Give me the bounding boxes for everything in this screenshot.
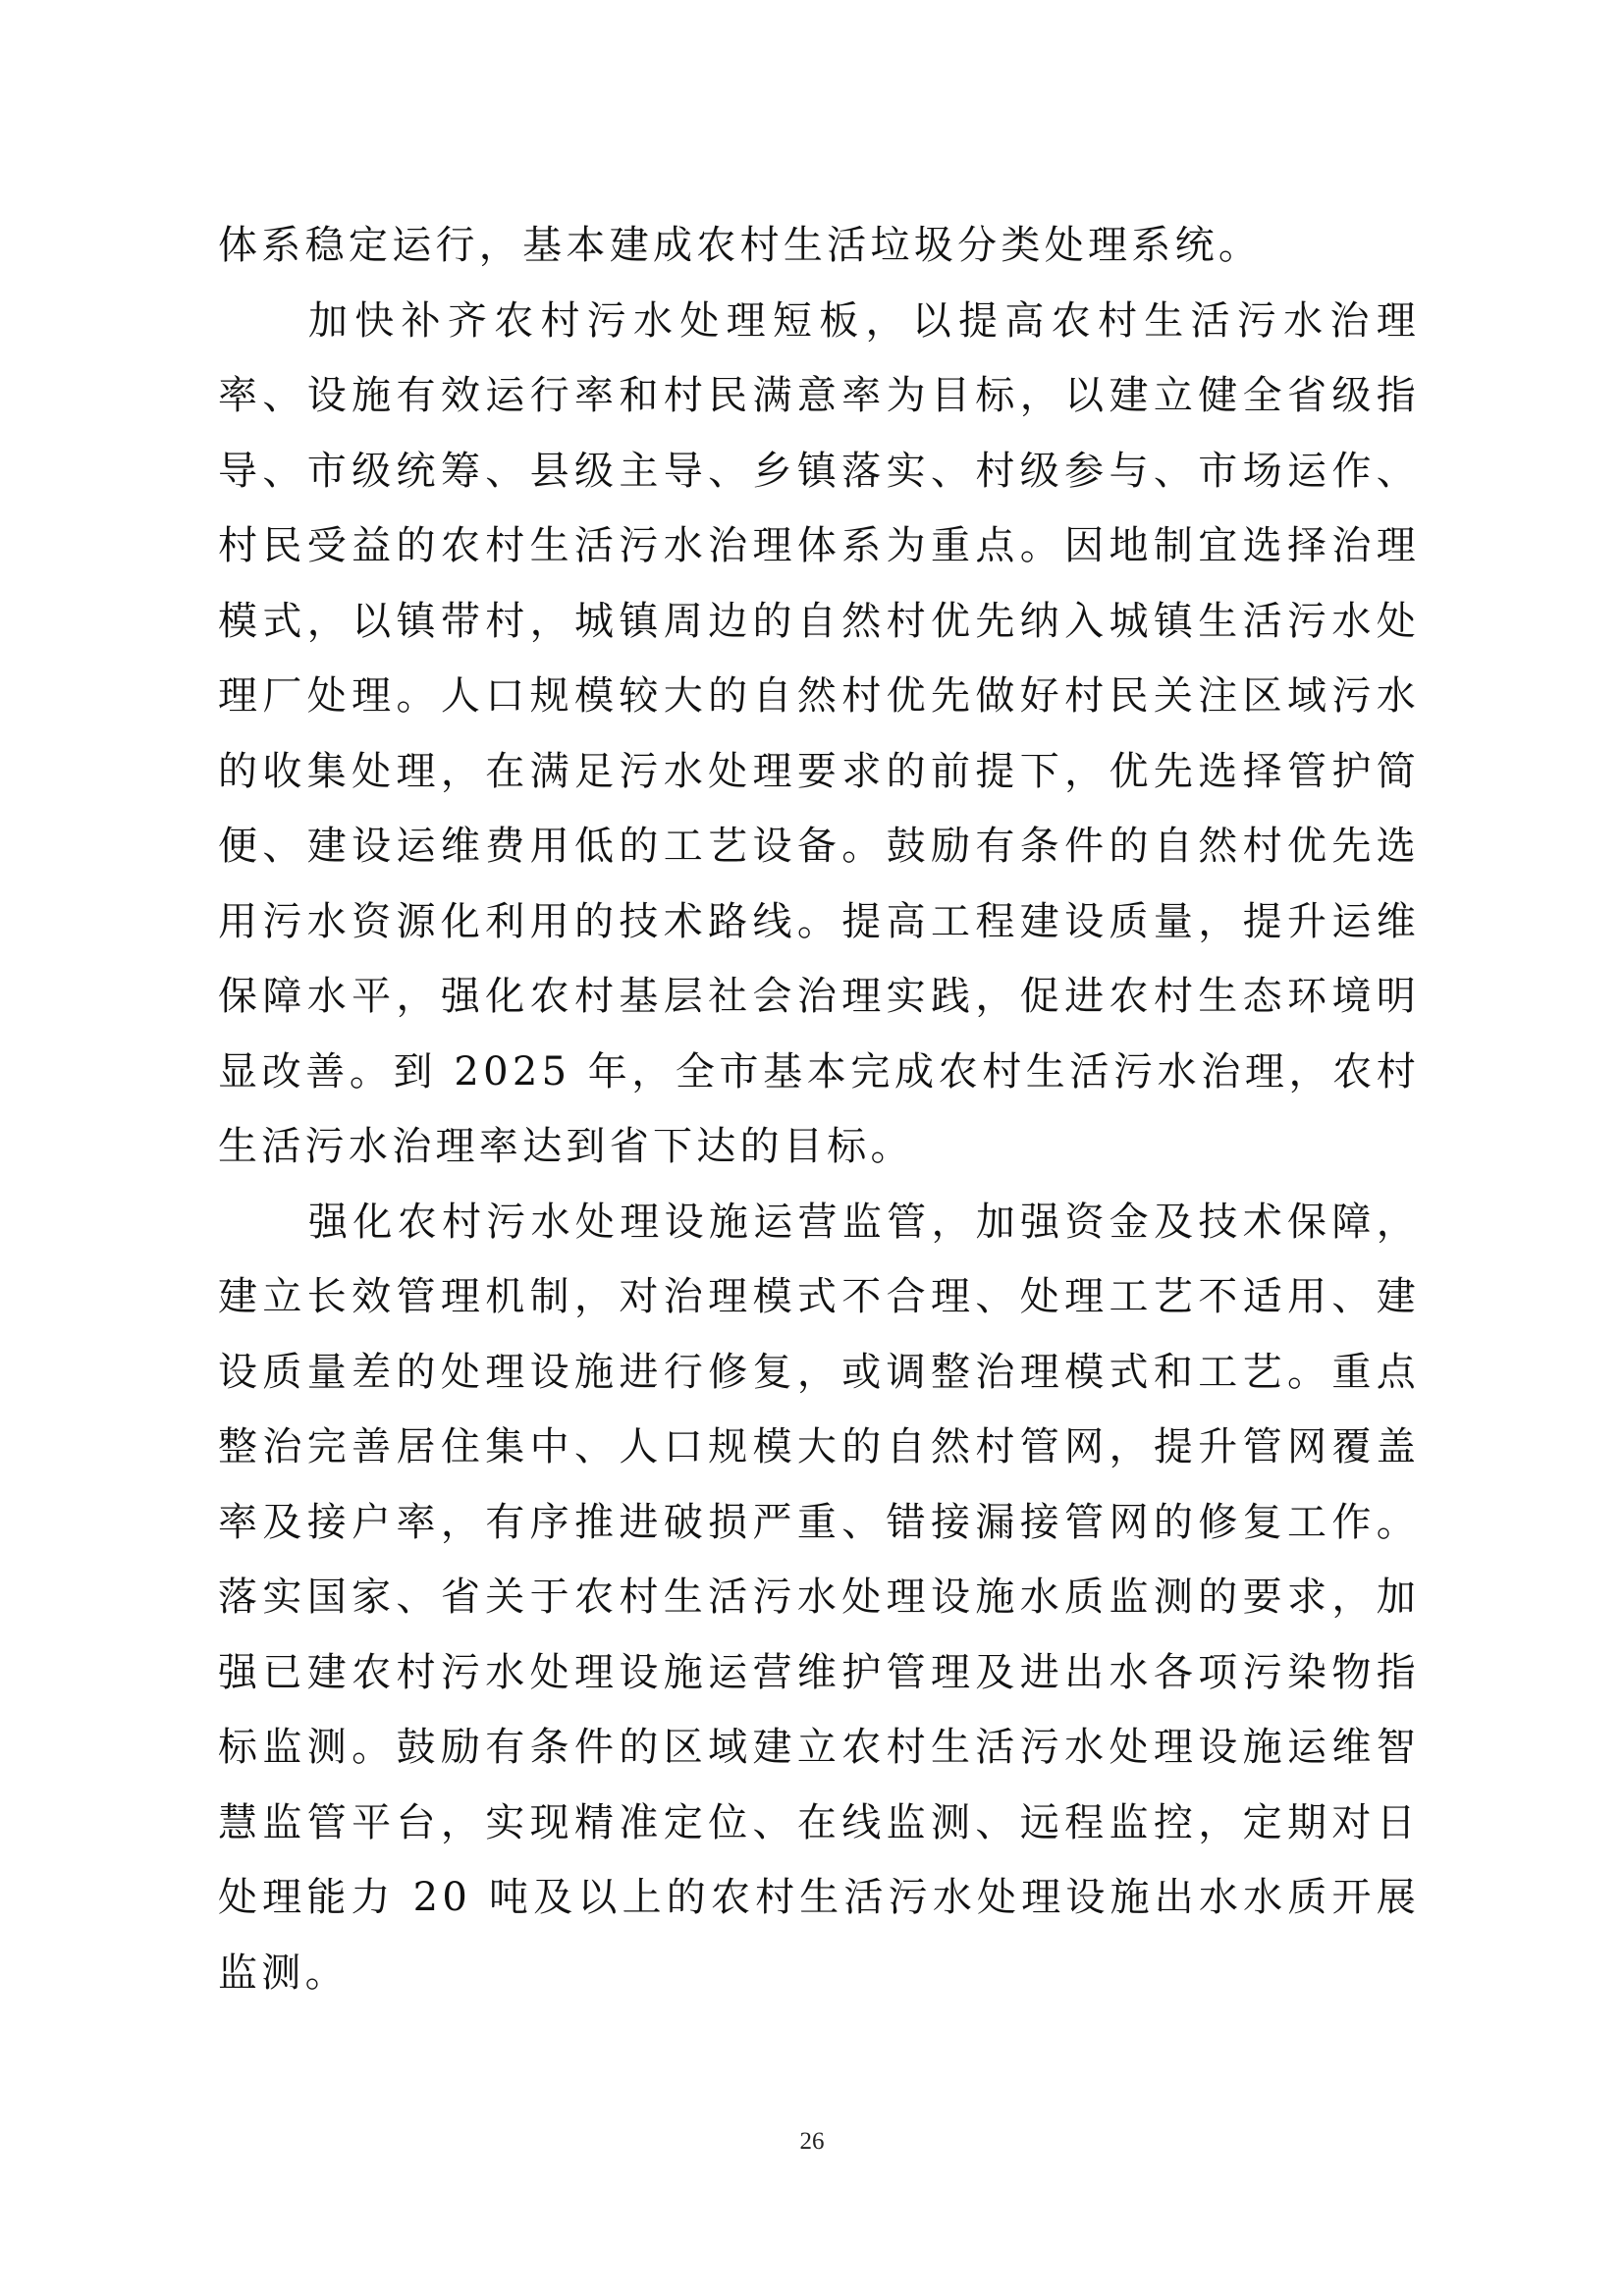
paragraph: 加快补齐农村污水处理短板，以提高农村生活污水治理率、设施有效运行率和村民满意率为目标，以建立健全省级指导、市级统筹、县级主导、乡镇落实、村级参与、市场运作、村民受益的农村生活污水治理体系为重点。因地制宜选择治理模式，以镇带村，城镇周边的自然村优先纳入城镇生活污水处理厂处理。人口规模较大的自然村优先做好村民关注区域污水的收集处理，在满足污水处理要求的前提下，优先选择管护简便、建设运维费用低的工艺设备。鼓励有条件的自然村优先选用污水资源化利用的技术路线。提高工程建设质量，提升运维保障水平，强化农村基层社会治理实践，促进农村生态环境明显改善。到 2025 年，全市基本完成农村生活污水治理，农村生活污水治理率达到省下达的目标。	[218, 297, 1420, 1169]
paragraph: 强化农村污水处理设施运营监管，加强资金及技术保障，建立长效管理机制，对治理模式不合理、处理工艺不适用、建设质量差的处理设施进行修复，或调整治理模式和工艺。重点整治完善居住集中、人口规模大的自然村管网，提升管网覆盖率及接户率，有序推进破损严重、错接漏接管网的修复工作。落实国家、省关于农村生活污水处理设施水质监测的要求，加强已建农村污水处理设施运营维护管理及进出水各项污染物指标监测。鼓励有条件的区域建立农村生活污水处理设施运维智慧监管平台，实现精准定位、在线监测、远程监控，定期对日处理能力 20 吨及以上的农村生活污水处理设施出水水质开展监测。	[218, 1199, 1420, 1996]
document-body	[218, 208, 1420, 2010]
page-number: 26	[799, 2128, 825, 2155]
paragraph: 体系稳定运行，基本建成农村生活垃圾分类处理系统。	[218, 223, 1263, 268]
